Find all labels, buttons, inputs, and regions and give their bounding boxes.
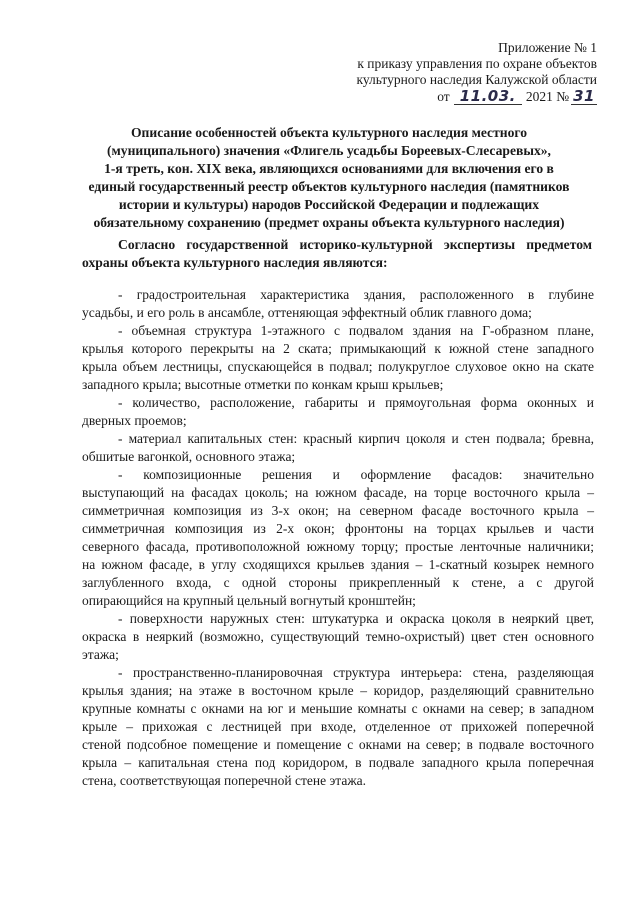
- feature-line: стена, соответствующая поперечной стене этажа.: [82, 773, 367, 788]
- feature-line: этажа;: [82, 647, 119, 662]
- title-line: истории и культуры) народов Российской Федерации и подлежащих: [118, 197, 540, 212]
- title-line: Описание особенностей объекта культурного наследия местного: [130, 125, 528, 140]
- feature-line: заглубленного входа, с одной стороны прикрепленный к стене, а с другой: [82, 575, 594, 590]
- feature-line: - пространственно-планировочная структура интерьера: стена, разделяющая: [118, 665, 594, 680]
- feature-line: - градостроительная характеристика здания, расположенного в глубине: [118, 287, 594, 302]
- feature-item: [82, 322, 594, 394]
- feature-line: западного крыла; высотные отметки по конкам крыш крыльев;: [82, 377, 444, 392]
- feature-item: [82, 394, 594, 430]
- title-line: обязательному сохранению (предмет охраны объекта культурного наследия): [93, 215, 565, 230]
- intro-line: охраны объекта культурного наследия являются:: [82, 255, 388, 270]
- date-prefix: от: [437, 89, 450, 104]
- feature-line: крыла объем лестницы, спускающейся в подвал; полукруглое слуховое окно на скате: [82, 359, 594, 374]
- appendix-header: [356, 40, 597, 105]
- feature-line: симметричная композиция из 2-х окон; фронтоны на торцах крыльев и части: [82, 521, 594, 536]
- intro-paragraph: [82, 236, 592, 272]
- feature-line: крылья здания; на этаже в восточном крыле – коридор, разделяющий сравнительно: [82, 683, 594, 698]
- feature-line: - материал капитальных стен: красный кирпич цоколя и стен подвала; бревна,: [118, 431, 594, 446]
- handwritten-date: 11.03.: [454, 88, 522, 105]
- feature-item: [82, 430, 594, 466]
- feature-item: [82, 664, 594, 790]
- document-title: [72, 124, 586, 232]
- feature-line: выступающий на фасадах цоколь; на южном фасаде, на торце восточного крыла –: [82, 485, 594, 500]
- appendix-title: Приложение № 1: [498, 40, 597, 55]
- intro-line: Согласно государственной историко-культурной экспертизы предметом: [118, 237, 592, 252]
- feature-item: [82, 286, 594, 322]
- feature-line: окраска в неяркий (возможно, существующий темно-охристый) цвет стен основного: [82, 629, 594, 644]
- feature-item: [82, 610, 594, 664]
- protected-features-list: [82, 286, 594, 790]
- feature-line: усадьбы, и его роль в ансамбле, оттеняющая эффектный облик главного дома;: [82, 305, 532, 320]
- title-line: единый государственный реестр объектов культурного наследия (памятников: [88, 179, 570, 194]
- appendix-authority-line: культурного наследия Калужской области: [356, 72, 597, 87]
- title-line: 1-я треть, кон. XIX века, являющихся основаниями для включения его в: [104, 161, 554, 176]
- appendix-order-line: к приказу управления по охране объектов: [357, 56, 597, 71]
- appendix-date-line: [356, 88, 597, 105]
- feature-line: симметричная композиция из 3-х окон; на северном фасаде восточного крыла –: [82, 503, 594, 518]
- feature-line: опирающийся на крупный цельный вогнутый кронштейн;: [82, 593, 416, 608]
- title-line: (муниципального) значения «Флигель усадьбы Бореевых-Слесаревых»,: [107, 143, 551, 158]
- handwritten-number: 31: [573, 87, 595, 105]
- feature-line: крыла – капитальная стена под коридором, в подвале западного крыла поперечная: [82, 755, 594, 770]
- feature-line: стеной подсобное помещение и помещение с окнами на север; в подвале восточного: [82, 737, 594, 752]
- feature-item: [82, 466, 594, 610]
- feature-line: - композиционные решения и оформление фасадов: значительно: [118, 467, 594, 482]
- feature-line: крылья которого перекрыты на 2 ската; примыкающий к южной стене западного: [82, 341, 594, 356]
- year-text: 2021 №: [525, 89, 570, 104]
- feature-line: дверных проемов;: [82, 413, 187, 428]
- feature-line: - количество, расположение, габариты и прямоугольная форма оконных и: [118, 395, 594, 410]
- feature-line: крыле – прихожая с лестницей при входе, отделенное от прихожей поперечной: [82, 719, 594, 734]
- feature-line: северного фасада, противоположной южному торцу; простые ленточные наличники;: [82, 539, 594, 554]
- feature-line: крупные комнаты с окнами на юг и меньшие комнаты с окнами на север; в западном: [82, 701, 594, 716]
- feature-line: обшитые вагонкой, основного этажа;: [82, 449, 296, 464]
- feature-line: на южном фасаде, в углу сходящихся крыльев здания – 1-скатный козырек немного: [82, 557, 594, 572]
- feature-line: - поверхности наружных стен: штукатурка и окраска цоколя в неяркий цвет,: [118, 611, 594, 626]
- feature-line: - объемная структура 1-этажного с подвалом здания на Г-образном плане,: [118, 323, 594, 338]
